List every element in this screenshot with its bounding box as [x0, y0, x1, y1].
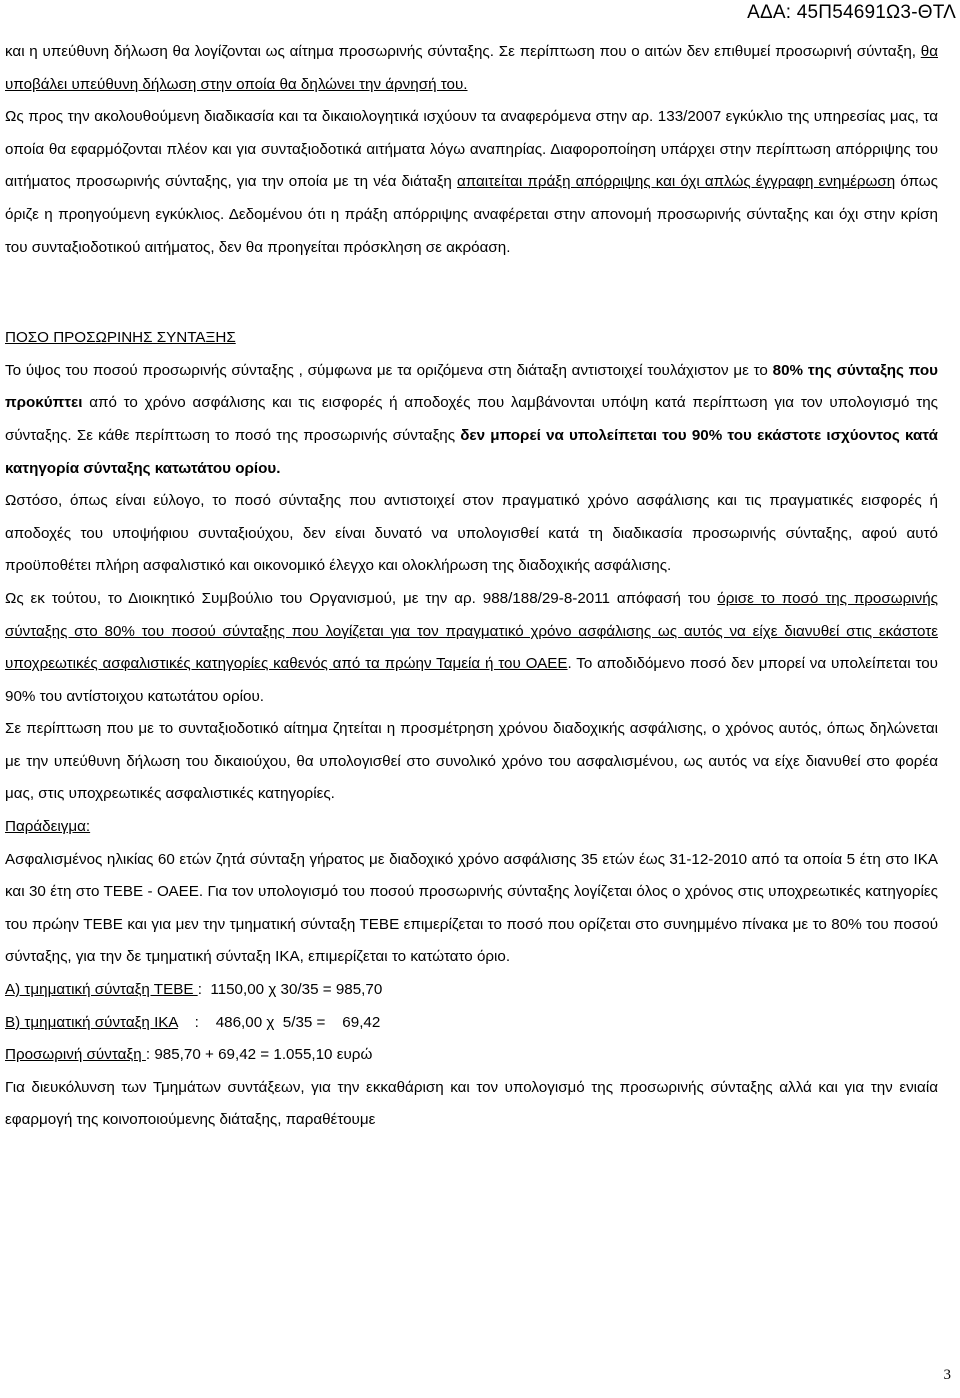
underlined-text: όρισε το ποσό της προσωρινής σύνταξης στο 80% του ποσού σύνταξης που λογίζεται για τον πραγματικό χρόνο ασφάλισης ως αυτός να είχε διανυθεί στις εκάστοτε υποχρεωτικές ασφαλιστικές κατηγορίες καθενός από τα πρώην Ταμεία ή του ΟΑΕΕ [5, 589, 938, 673]
calc-label: Α) τμηματική σύνταξη ΤΕΒΕ [5, 981, 198, 999]
paragraph-however: Ωστόσο, όπως είναι εύλογο, το ποσό σύνταξης που αντιστοιχεί στον πραγματικό χρόνο ασφάλισης και τις πραγματικές εισφορές ή αποδοχές του υποψήφιου συνταξιούχου, δεν είναι δυνατό να υπολογισθεί κατά τη διαδικασία προσωρινής σύνταξης, αφού αυτό προϋποθέτει πλήρη ασφαλιστικό και οικονομικό έλεγχο και ολοκλήρωση της διαδοχικής ασφάλισης. [5, 492, 938, 575]
bold-text: δεν μπορεί να υπολείπεται του 90% του εκάστοτε ισχύοντος κατά κατηγορία σύνταξης κατωτάτου ορίου. [5, 426, 938, 477]
underlined-text: απαιτείται πράξη απόρριψης και όχι απλώς έγγραφη ενημέρωση [456, 173, 896, 191]
paragraph-successive-insurance: Σε περίπτωση που με το συνταξιοδοτικό αίτημα ζητείται η προσμέτρηση χρόνου διαδοχικής ασφάλισης, ο χρόνος αυτός, όπως δηλώνεται με την υπεύθυνη δήλωση του δικαιούχου, θα υπολογισθεί στο συνολικό χρόνο του ασφαλισμένου, ως αυτός να είχε διανυθεί στο φορέα μας, στις υποχρεωτικές ασφαλιστικές κατηγορίες. [5, 720, 938, 803]
text-segment: Ως προς την ακολουθούμενη διαδικασία και τα δικαιολογητικά ισχύουν τα αναφερόμενα στην αρ. 133/2007 εγκύκλιο της υπηρεσίας μας, τα οποία θα εφαρμόζονται πλέον και για συνταξιοδοτικά αιτήματα λόγω αναπηρίας. Διαφοροποίηση υπάρχει στην περίπτωση απόρριψης του αιτήματος προσωρινής σύνταξης, για την οποία με τη νέα διάταξη [5, 108, 938, 191]
calc-line-total [5, 1039, 938, 1072]
calc-label: Β) τμηματική σύνταξη ΙΚΑ [5, 1013, 178, 1031]
document-body [5, 36, 938, 1137]
calc-label: Προσωρινή σύνταξη [5, 1046, 146, 1064]
section-heading: ΠΟΣΟ ΠΡΟΣΩΡΙΝΗΣ ΣΥΝΤΑΞΗΣ [5, 329, 236, 347]
calc-value: : 486,00 χ 5/35 = 69,42 [177, 1013, 381, 1031]
calc-value: : 985,70 + 69,42 = 1.055,10 ευρώ [145, 1046, 373, 1064]
paragraph-amount-height [5, 355, 938, 485]
example-label: Παράδειγμα: [5, 818, 91, 836]
text-segment: όπως όριζε η προηγούμενη εγκύκλιος. Δεδομένου ότι η πράξη απόρριψης αναφέρεται στην απονομή προσωρινής σύνταξης και όχι στην κρίση του συνταξιοδοτικού αιτήματος, δεν θα προηγείται πρόσκληση σε ακρόαση. [5, 173, 938, 256]
calc-line-teve [5, 974, 938, 1007]
text-segment: . Το αποδιδόμενο ποσό δεν μπορεί να υπολείπεται του 90% του αντίστοιχου κατωτάτου ορίου. [5, 655, 938, 705]
paragraph-request-declaration [5, 36, 938, 101]
page-number: 3 [943, 1367, 951, 1383]
paragraph-procedure [5, 101, 938, 264]
bold-text: 80% της σύνταξης που προκύπτει [5, 361, 938, 412]
text-segment: Ως εκ τούτου, το Διοικητικό Συμβούλιο του Οργανισμού, με την αρ. 988/188/29-8-2011 απόφασή του [5, 589, 718, 607]
calc-line-ika [5, 1007, 938, 1040]
text-segment: και η υπεύθυνη δήλωση θα λογίζονται ως αίτημα προσωρινής σύνταξης. Σε περίπτωση που ο αιτών δεν επιθυμεί προσωρινή σύνταξη, [5, 43, 921, 60]
underlined-text: θα υποβάλει υπεύθυνη δήλωση στην οποία θα δηλώνει την άρνησή του. [5, 43, 938, 93]
text-segment: Το ύψος του ποσού προσωρινής σύνταξης , σύμφωνα με τα οριζόμενα στη διάταξη αντιστοιχεί τουλάχιστον με το [5, 361, 773, 379]
paragraph-example: Ασφαλισμένος ηλικίας 60 ετών ζητά σύνταξη γήρατος με διαδοχικό χρόνο ασφάλισης 35 ετών έως 31-12-2010 από τα οποία 5 έτη στο ΙΚΑ και 30 έτη στο ΤΕΒΕ - ΟΑΕΕ. Για τον υπολογισμό του ποσού προσωρινής σύνταξης λογίζεται όλος ο χρόνος στις υποχρεωτικές κατηγορίες του πρώην ΤΕΒΕ και για μεν την τμηματική σύνταξη ΤΕΒΕ επιμερίζεται το ποσό που ορίζεται στο συνημμένο πίνακα με το 80% του ποσού σύνταξης, για την δε τμηματική σύνταξη ΙΚΑ, επιμερίζεται το κατώτατο όριο. [5, 850, 938, 966]
paragraph-board-decision [5, 583, 938, 713]
ada-code: ΑΔΑ: 45Π54691Ω3-ΘΤΛ [747, 2, 956, 23]
paragraph-facilitation: Για διευκόλυνση των Τμημάτων συντάξεων, για την εκκαθάριση και τον υπολογισμό της προσωρινής σύνταξης αλλά και για την ενιαία εφαρμογή της κοινοποιούμενης διάταξης, παραθέτουμε [5, 1078, 938, 1129]
calc-value: : 1150,00 χ 30/35 = 985,70 [197, 981, 383, 999]
text-segment: από το χρόνο ασφάλισης και τις εισφορές ή αποδοχές που λαμβάνονται υπόψη κατά περίπτωση για τον υπολογισμό της σύνταξης. Σε κάθε περίπτωση το ποσό της προσωρινής σύνταξης [5, 394, 938, 444]
spacer [5, 264, 938, 322]
